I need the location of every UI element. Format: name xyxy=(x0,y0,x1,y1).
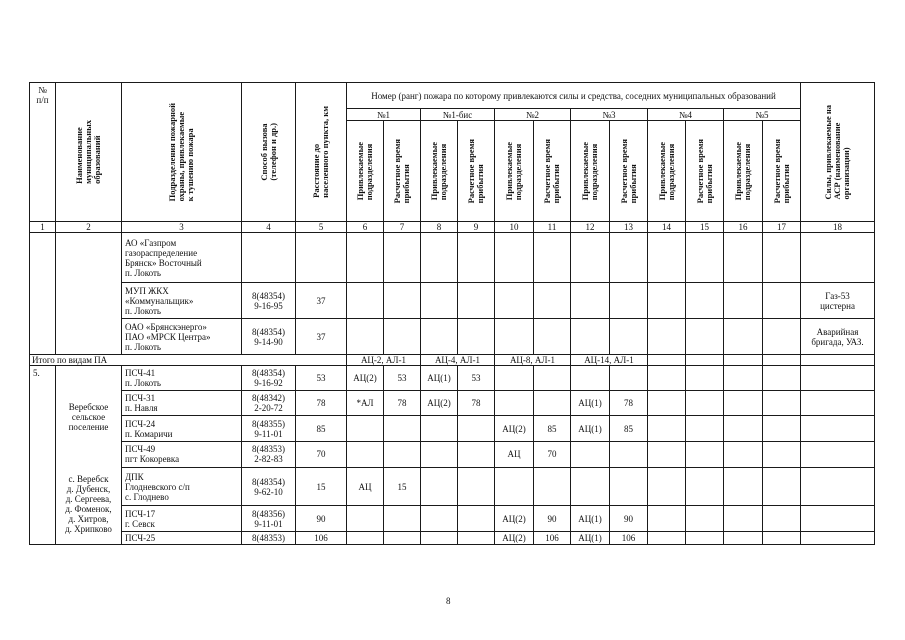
header-rank-5: №5 xyxy=(724,109,801,121)
unit-phone: 8(48356) 9-11-01 xyxy=(242,506,296,532)
column-number-row xyxy=(30,222,875,233)
table-row xyxy=(30,532,875,545)
unit-rank3-force: АЦ(1) xyxy=(571,390,610,416)
header-sub-units: Привлекаемые подразделения xyxy=(421,121,458,222)
column-number: 6 xyxy=(347,222,384,233)
table-row xyxy=(30,366,875,391)
unit-rank1-force xyxy=(347,532,384,545)
unit-rank2-force: АЦ(2) xyxy=(495,506,534,532)
totals-rank-3: АЦ-14, АЛ-1 xyxy=(571,355,648,366)
unit-distance: 78 xyxy=(296,390,347,416)
table-row xyxy=(30,233,875,283)
header-col-fire-units: Подразделения пожарной охраны, привлекаемые к тушению пожара xyxy=(122,83,242,222)
unit-rank2-force xyxy=(495,390,534,416)
totals-label: Итого по видам ПА xyxy=(30,355,347,366)
unit-rank3-time: 85 xyxy=(610,416,648,442)
column-number: 14 xyxy=(648,222,686,233)
unit-distance: 53 xyxy=(296,366,347,391)
municipality-cell xyxy=(56,366,122,545)
table-row xyxy=(30,319,875,355)
unit-rank1bis-time: 53 xyxy=(458,366,495,391)
unit-phone: 8(48354) 9-62-10 xyxy=(242,467,296,506)
header-sub-time: Расчетное время прибытия xyxy=(458,121,495,222)
unit-rank1-force: АЦ(2) xyxy=(347,366,384,391)
org-name: ОАО «Брянскэнерго» ПАО «МРСК Центра» п. Локоть xyxy=(122,319,242,355)
column-number: 5 xyxy=(296,222,347,233)
column-number: 11 xyxy=(534,222,571,233)
header-rank-2: №2 xyxy=(495,109,571,121)
table-row xyxy=(30,442,875,468)
org-phone: 8(48354) 9-14-90 xyxy=(242,319,296,355)
header-sub-time: Расчетное время прибытия xyxy=(384,121,421,222)
unit-rank2-force: АЦ xyxy=(495,442,534,468)
unit-rank1-force xyxy=(347,416,384,442)
column-number: 10 xyxy=(495,222,534,233)
unit-rank1bis-force xyxy=(421,416,458,442)
column-number: 13 xyxy=(610,222,648,233)
header-col-municipality: Наименование муниципальных образований xyxy=(56,83,122,222)
header-sub-units: Привлекаемые подразделения xyxy=(495,121,534,222)
unit-rank3-force: АЦ(1) xyxy=(571,416,610,442)
unit-rank2-time: 85 xyxy=(534,416,571,442)
org-name: МУП ЖКХ «Коммунальщик» п. Локоть xyxy=(122,283,242,319)
column-number: 16 xyxy=(724,222,763,233)
unit-rank1bis-time xyxy=(458,442,495,468)
header-rank-1bis: №1-бис xyxy=(421,109,495,121)
unit-distance: 70 xyxy=(296,442,347,468)
header-sub-units: Привлекаемые подразделения xyxy=(571,121,610,222)
totals-rank-1bis: АЦ-4, АЛ-1 xyxy=(421,355,495,366)
column-number: 3 xyxy=(122,222,242,233)
unit-rank1-force xyxy=(347,442,384,468)
unit-rank1-time xyxy=(384,416,421,442)
unit-rank1-time: 15 xyxy=(384,467,421,506)
unit-rank1bis-time xyxy=(458,532,495,545)
header-col-asr: Силы, привлекаемые на АСР (наименование организации) xyxy=(801,83,875,222)
header-sub-time: Расчетное время прибытия xyxy=(534,121,571,222)
unit-distance: 85 xyxy=(296,416,347,442)
unit-rank3-time xyxy=(610,467,648,506)
table-row xyxy=(30,467,875,506)
org-phone: 8(48354) 9-16-95 xyxy=(242,283,296,319)
column-number: 8 xyxy=(421,222,458,233)
header-sub-units: Привлекаемые подразделения xyxy=(648,121,686,222)
unit-rank1bis-force xyxy=(421,532,458,545)
page-number: 8 xyxy=(446,596,451,606)
unit-phone: 8(48342) 2-20-72 xyxy=(242,390,296,416)
header-sub-time: Расчетное время прибытия xyxy=(686,121,724,222)
org-distance xyxy=(296,233,347,283)
unit-rank3-time: 90 xyxy=(610,506,648,532)
unit-name: ПСЧ-25 xyxy=(122,532,242,545)
column-number: 2 xyxy=(56,222,122,233)
column-number: 9 xyxy=(458,222,495,233)
unit-rank3-time xyxy=(610,366,648,391)
header-rank-3: №3 xyxy=(571,109,648,121)
unit-rank2-time: 90 xyxy=(534,506,571,532)
unit-rank2-time xyxy=(534,390,571,416)
unit-rank3-force xyxy=(571,366,610,391)
org-asr xyxy=(801,233,875,283)
org-name: АО «Газпром газораспределение Брянск» Восточный п. Локоть xyxy=(122,233,242,283)
column-number: 4 xyxy=(242,222,296,233)
unit-rank1-force xyxy=(347,506,384,532)
unit-rank2-time: 106 xyxy=(534,532,571,545)
unit-rank1-time xyxy=(384,442,421,468)
forces-table xyxy=(29,82,875,545)
unit-rank3-time: 106 xyxy=(610,532,648,545)
unit-rank1bis-time: 78 xyxy=(458,390,495,416)
unit-name: ПСЧ-41 п. Локоть xyxy=(122,366,242,391)
unit-rank2-time xyxy=(534,467,571,506)
unit-rank1bis-time xyxy=(458,506,495,532)
column-number: 15 xyxy=(686,222,724,233)
totals-rank-2: АЦ-8, АЛ-1 xyxy=(495,355,571,366)
unit-rank3-force: АЦ(1) xyxy=(571,532,610,545)
header-sub-units: Привлекаемые подразделения xyxy=(724,121,763,222)
table-row xyxy=(30,416,875,442)
unit-rank2-time: 70 xyxy=(534,442,571,468)
header-rank-4: №4 xyxy=(648,109,724,121)
unit-rank2-force xyxy=(495,467,534,506)
column-number: 12 xyxy=(571,222,610,233)
totals-row xyxy=(30,355,875,366)
unit-rank1bis-force xyxy=(421,467,458,506)
unit-rank1bis-force: АЦ(2) xyxy=(421,390,458,416)
unit-rank1-force: АЦ xyxy=(347,467,384,506)
unit-name: ДПК Глодневского с/п с. Глоднево xyxy=(122,467,242,506)
unit-rank1-time: 53 xyxy=(384,366,421,391)
column-number: 7 xyxy=(384,222,421,233)
unit-rank2-force xyxy=(495,366,534,391)
unit-rank3-time xyxy=(610,442,648,468)
unit-name: ПСЧ-31 п. Навля xyxy=(122,390,242,416)
unit-name: ПСЧ-17 г. Севск xyxy=(122,506,242,532)
unit-name: ПСЧ-24 п. Комаричи xyxy=(122,416,242,442)
header-sub-time: Расчетное время прибытия xyxy=(610,121,648,222)
totals-rank-1: АЦ-2, АЛ-1 xyxy=(347,355,421,366)
municipality-settlements: с. Веребск д. Дубенск, д. Сергеева, д. Фоменок, д. Хитров, д. Хрипково xyxy=(65,474,112,534)
municipality-name: Веребское сельское поселение xyxy=(68,402,109,432)
unit-rank2-force: АЦ(2) xyxy=(495,532,534,545)
column-number: 17 xyxy=(763,222,801,233)
org-distance: 37 xyxy=(296,319,347,355)
unit-rank1bis-force: АЦ(1) xyxy=(421,366,458,391)
unit-rank3-time: 78 xyxy=(610,390,648,416)
unit-phone: 8(48354) 9-16-92 xyxy=(242,366,296,391)
unit-rank3-force xyxy=(571,467,610,506)
header-fire-rank-group: Номер (ранг) пожара по которому привлекаются силы и средства, соседних муниципальных образований xyxy=(347,83,801,109)
section-number: 5. xyxy=(30,366,56,545)
unit-phone: 8(48353) xyxy=(242,532,296,545)
unit-rank1-force: *АЛ xyxy=(347,390,384,416)
unit-rank3-force xyxy=(571,442,610,468)
unit-rank3-force: АЦ(1) xyxy=(571,506,610,532)
unit-rank1-time xyxy=(384,532,421,545)
unit-phone: 8(48353) 2-82-83 xyxy=(242,442,296,468)
unit-rank2-force: АЦ(2) xyxy=(495,416,534,442)
table-row xyxy=(30,283,875,319)
unit-phone: 8(48355) 9-11-01 xyxy=(242,416,296,442)
unit-rank1bis-time xyxy=(458,416,495,442)
unit-distance: 15 xyxy=(296,467,347,506)
header-col-number: № п/п xyxy=(30,83,56,222)
unit-rank1-time xyxy=(384,506,421,532)
org-asr: Аварийная бригада, УАЗ. xyxy=(801,319,875,355)
unit-rank1bis-time xyxy=(458,467,495,506)
unit-rank1bis-force xyxy=(421,506,458,532)
table-row xyxy=(30,390,875,416)
header-rank-1: №1 xyxy=(347,109,421,121)
header-col-call-method: Способ вызова (телефон и др.) xyxy=(242,83,296,222)
unit-rank1-time: 78 xyxy=(384,390,421,416)
table-row xyxy=(30,506,875,532)
column-number: 18 xyxy=(801,222,875,233)
unit-distance: 106 xyxy=(296,532,347,545)
unit-name: ПСЧ-49 пгт Кокоревка xyxy=(122,442,242,468)
header-sub-time: Расчетное время прибытия xyxy=(763,121,801,222)
unit-distance: 90 xyxy=(296,506,347,532)
column-number: 1 xyxy=(30,222,56,233)
header-col-distance: Расстояние до населенного пункта, км xyxy=(296,83,347,222)
unit-rank1bis-force xyxy=(421,442,458,468)
org-asr: Газ-53 цистерна xyxy=(801,283,875,319)
org-phone xyxy=(242,233,296,283)
header-sub-units: Привлекаемые подразделения xyxy=(347,121,384,222)
org-distance: 37 xyxy=(296,283,347,319)
unit-rank2-time xyxy=(534,366,571,391)
